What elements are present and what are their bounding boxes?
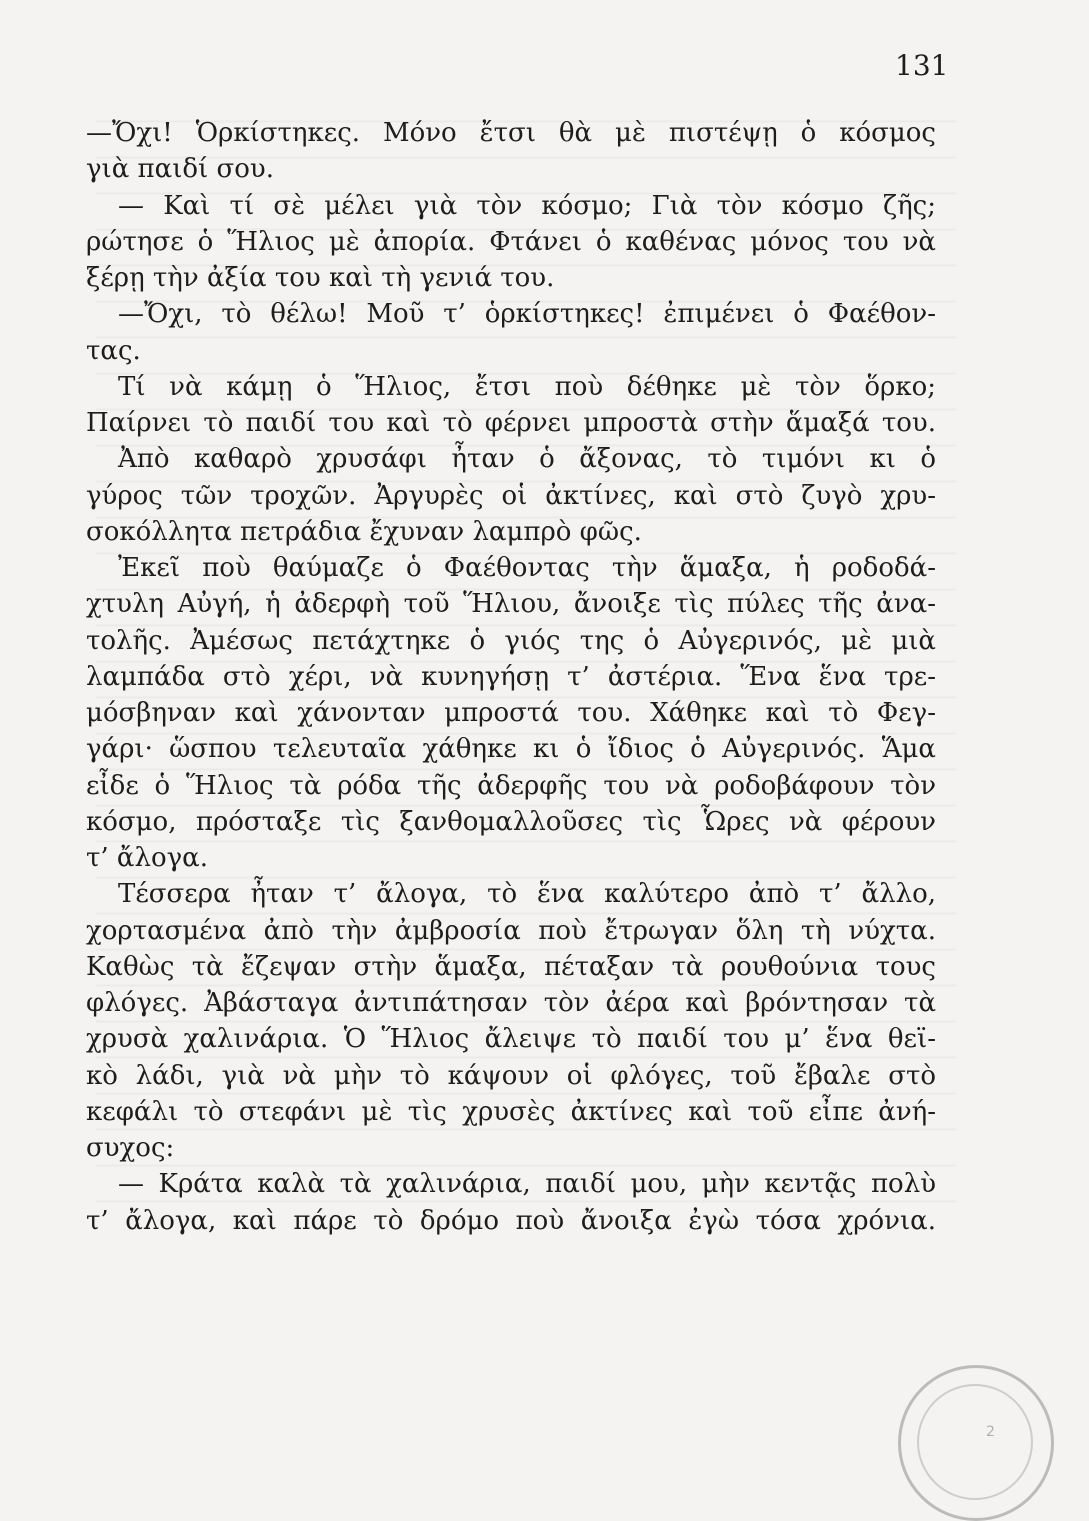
text-line: φλόγες. Ἀβάσταγα ἀντιπάτησαν τὸν ἀέρα καὶ βρόντησαν τὰ: [86, 988, 936, 1018]
text-line: κὸ λάδι, γιὰ νὰ μὴν τὸ κάψουν οἱ φλόγες, τοῦ ἔβαλε στὸ: [86, 1060, 936, 1091]
text-line: γάρι· ὥσπου τελευταῖα χάθηκε κι ὁ ἴδιος ὁ Αὐγερινός. Ἅμα: [86, 734, 936, 765]
text-line: χτυλη Αὐγή, ἡ ἀδερφὴ τοῦ Ἥλιου, ἄνοιξε τὶς πύλες τῆς ἀνα-: [86, 589, 936, 620]
text-line: χρυσὰ χαλινάρια. Ὁ Ἥλιος ἄλειψε τὸ παιδί του μ’ ἕνα θεϊ-: [86, 1024, 936, 1055]
text-line: κεφάλι τὸ στεφάνι μὲ τὶς χρυσὲς ἀκτίνες καὶ τοῦ εἶπε ἀνή-: [86, 1096, 936, 1127]
text-line: Παίρνει τὸ παιδί του καὶ τὸ φέρνει μπροστὰ στὴν ἅμαξά του.: [86, 408, 936, 438]
text-line: σοκόλλητα πετράδια ἔχυναν λαμπρὸ φῶς.: [86, 516, 642, 547]
stamp-center-mark: 2: [986, 1424, 995, 1440]
text-line: Τέσσερα ἦταν τ’ ἄλογα, τὸ ἕνα καλύτερο ἀπὸ τ’ ἄλλο,: [118, 879, 936, 910]
text-line: —Ὄχι! Ὁρκίστηκες. Μόνο ἔτσι θὰ μὲ πιστέψῃ ὁ κόσμος: [86, 118, 936, 148]
text-line: —Ὄχι, τὸ θέλω! Μοῦ τ’ ὁρκίστηκες! ἐπιμένει ὁ Φαέθον-: [118, 299, 936, 330]
text-line: εἶδε ὁ Ἥλιος τὰ ρόδα τῆς ἀδερφῆς του νὰ ροδοβάφουν τὸν: [86, 770, 936, 801]
text-line: τ’ ἄλογα, καὶ πάρε τὸ δρόμο ποὺ ἄνοιξα ἐγὼ τόσα χρόνια.: [86, 1205, 936, 1236]
text-line: — Καὶ τί σὲ μέλει γιὰ τὸν κόσμο; Γιὰ τὸν κόσμο ζῆς;: [118, 190, 936, 221]
text-line: συχος:: [86, 1133, 175, 1163]
text-line: μόσβηναν καὶ χάνονταν μπροστά του. Χάθηκε καὶ τὸ Φεγ-: [86, 698, 936, 728]
page-text-block: [86, 115, 936, 1239]
page-number: 131: [895, 49, 949, 82]
text-line: Τί νὰ κάμῃ ὁ Ἥλιος, ἔτσι ποὺ δέθηκε μὲ τὸν ὅρκο;: [118, 371, 936, 402]
text-line: κόσμο, πρόσταξε τὶς ξανθομαλλοῦσες τὶς Ὧρες νὰ φέρουν: [86, 806, 936, 837]
text-line: τας.: [86, 335, 141, 366]
text-line: γύρος τῶν τροχῶν. Ἀργυρὲς οἱ ἀκτίνες, καὶ στὸ ζυγὸ χρυ-: [86, 480, 936, 511]
text-line: Ἀπὸ καθαρὸ χρυσάφι ἦταν ὁ ἄξονας, τὸ τιμόνι κι ὁ: [118, 444, 936, 475]
text-line: ρώτησε ὁ Ἥλιος μὲ ἀπορία. Φτάνει ὁ καθένας μόνος του νὰ: [86, 226, 936, 257]
text-line: — Κράτα καλὰ τὰ χαλινάρια, παιδί μου, μὴν κεντᾷς πολὺ: [118, 1169, 936, 1200]
library-stamp: [898, 1365, 1054, 1521]
text-line: τ’ ἄλογα.: [86, 843, 208, 873]
text-line: λαμπάδα στὸ χέρι, νὰ κυνηγήσῃ τ’ ἀστέρια. Ἕνα ἕνα τρε-: [86, 661, 936, 692]
text-line: γιὰ παιδί σου.: [86, 154, 274, 185]
text-line: Ἐκεῖ ποὺ θαύμαζε ὁ Φαέθοντας τὴν ἅμαξα, ἡ ροδοδά-: [118, 553, 936, 583]
text-line: Καθὼς τὰ ἔζεψαν στὴν ἅμαξα, πέταξαν τὰ ρουθούνια τους: [86, 951, 936, 982]
text-line: ξέρῃ τὴν ἀξία του καὶ τὴ γενιά του.: [86, 263, 555, 293]
text-line: χορτασμένα ἀπὸ τὴν ἀμβροσία ποὺ ἔτρωγαν ὅλη τὴ νύχτα.: [86, 915, 936, 946]
text-line: τολῆς. Ἀμέσως πετάχτηκε ὁ γιός της ὁ Αὐγερινός, μὲ μιὰ: [86, 625, 936, 656]
